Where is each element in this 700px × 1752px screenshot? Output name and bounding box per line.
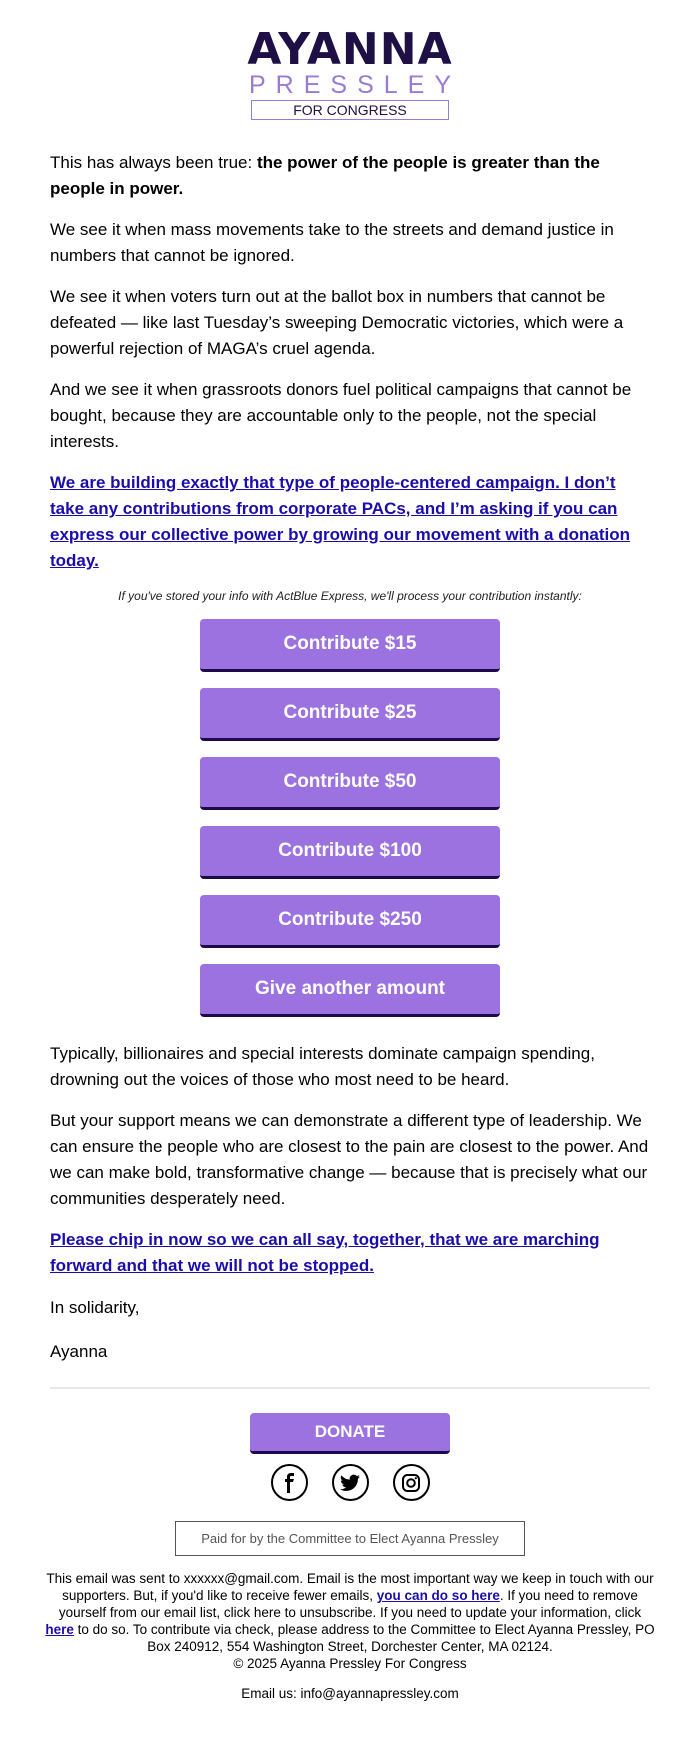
paragraph: And we see it when grassroots donors fuel political campaigns that cannot be bought, because they are accountable only to the people, not the special interests. <box>50 380 632 451</box>
signoff: In solidarity, <box>50 1298 140 1317</box>
footer-text-2: . If you need to remove yourself from our email list, click here to unsubscribe. If you need to update your information, click <box>58 1588 642 1620</box>
fewer-emails-link[interactable]: you can do so here <box>376 1588 500 1603</box>
paragraph-intro <box>50 150 650 202</box>
intro-bold: the power of the people is greater than the people in power. <box>50 153 600 198</box>
logo-surname: PRESSLEY <box>248 71 461 99</box>
instagram-icon[interactable] <box>393 1464 430 1501</box>
paragraph: We see it when mass movements take to the streets and demand justice in numbers that cannot be ignored. <box>50 220 614 265</box>
logo-tagline: FOR CONGRESS <box>251 100 449 120</box>
actblue-note: If you've stored your info with ActBlue Express, we'll process your contribution instantly: <box>118 589 582 603</box>
footer-text-1: This email was sent to xxxxxx@gmail.com. Email is the most important way we keep in touch with our supporters. But, if you'd like to receive fewer emails, <box>46 1571 654 1603</box>
twitter-icon[interactable] <box>332 1464 369 1501</box>
contribute-100-button[interactable]: Contribute $100 <box>200 826 500 879</box>
footer-text <box>45 1570 655 1672</box>
intro-text: This has always been true: <box>50 153 257 172</box>
other-amount-button[interactable]: Give another amount <box>200 964 500 1017</box>
paragraph: Typically, billionaires and special interests dominate campaign spending, drowning out the voices of those who most need to be heard. <box>50 1044 595 1089</box>
divider <box>50 1387 650 1389</box>
contribute-25-button[interactable]: Contribute $25 <box>200 688 500 741</box>
paid-for-disclaimer: Paid for by the Committee to Elect Ayanna Pressley <box>175 1521 525 1556</box>
campaign-logo <box>50 0 650 124</box>
contact-email: Email us: info@ayannapressley.com <box>241 1686 459 1701</box>
donation-link[interactable]: We are building exactly that type of people-centered campaign. I don’t take any contributions from corporate PACs, and I’m asking if you can express our collective power by growing our movement with a donation today. <box>50 473 630 570</box>
update-info-link[interactable]: here <box>45 1622 74 1637</box>
contribute-50-button[interactable]: Contribute $50 <box>200 757 500 810</box>
donate-button[interactable]: DONATE <box>250 1413 450 1454</box>
paragraph: But your support means we can demonstrate a different type of leadership. We can ensure the people who are closest to the pain are closest to the power. And we can make bold, transformative change — because that is precisely what our communities desperately need. <box>50 1111 649 1208</box>
footer-text-3: to do so. To contribute via check, please address to the Committee to Elect Ayanna Pressley, PO Box 240912, 554 Washington Street, Dorchester Center, MA 02124. <box>73 1622 655 1654</box>
contribute-15-button[interactable]: Contribute $15 <box>200 619 500 672</box>
chip-in-link[interactable]: Please chip in now so we can all say, together, that we are marching forward and that we will not be stopped. <box>50 1230 600 1275</box>
contribute-250-button[interactable]: Contribute $250 <box>200 895 500 948</box>
facebook-icon[interactable] <box>271 1464 308 1501</box>
logo-name: AYANNA <box>247 24 453 75</box>
paragraph: We see it when voters turn out at the ballot box in numbers that cannot be defeated — like last Tuesday’s sweeping Democratic victories, which were a powerful rejection of MAGA’s cruel agenda. <box>50 287 624 358</box>
signature: Ayanna <box>50 1342 108 1361</box>
copyright: © 2025 Ayanna Pressley For Congress <box>233 1656 467 1671</box>
